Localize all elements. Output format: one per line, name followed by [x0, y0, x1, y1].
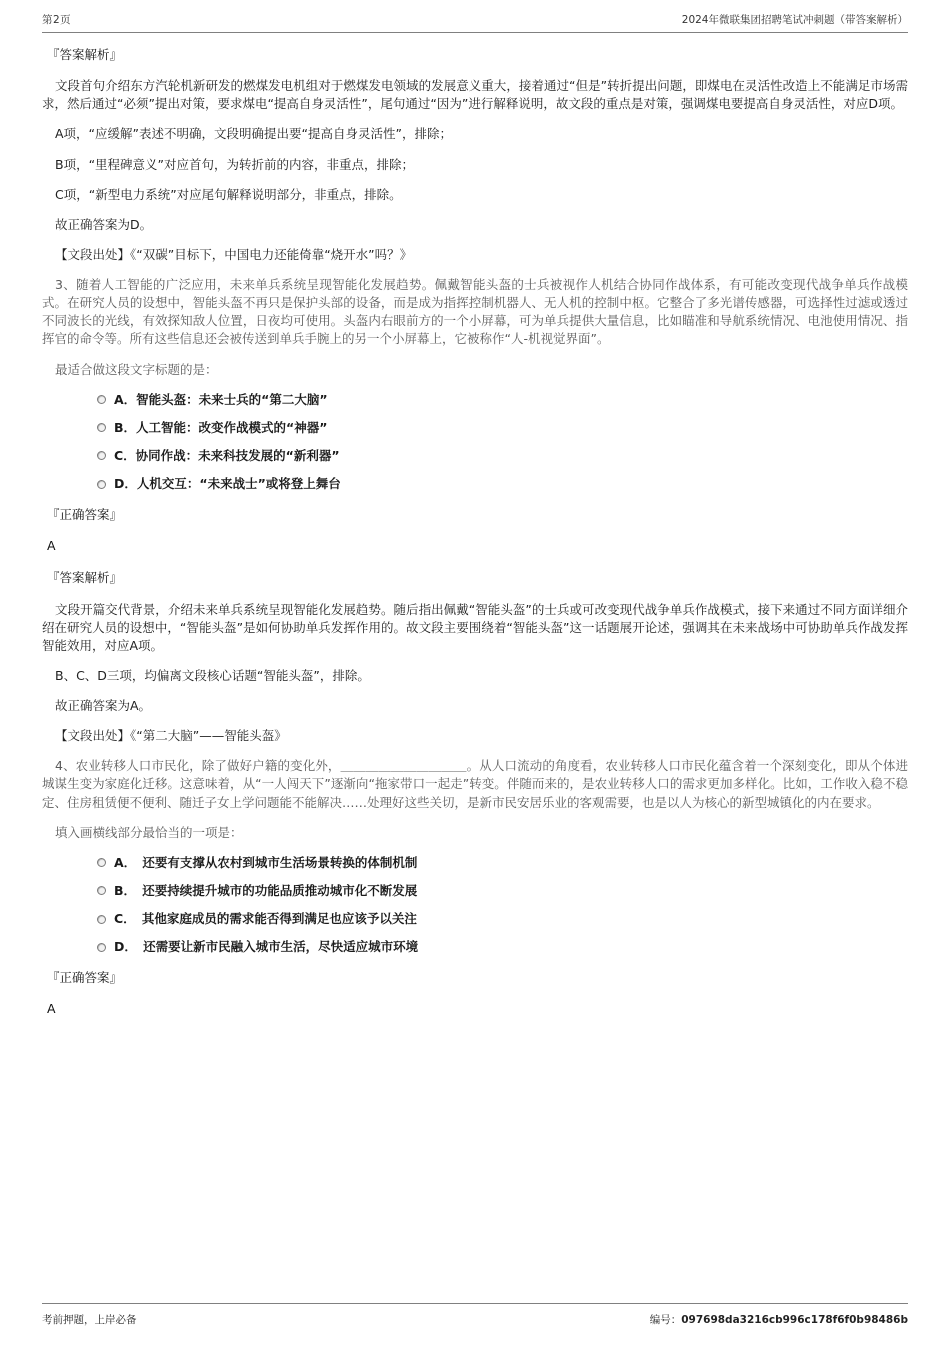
radio-icon[interactable] — [97, 886, 106, 895]
question4-option-a[interactable] — [97, 854, 908, 872]
answer-analysis-heading-1: 『答案解析』 — [47, 47, 123, 62]
radio-icon[interactable] — [97, 915, 106, 924]
question3-option-b[interactable] — [97, 419, 908, 437]
answer-analysis-heading-2: 『答案解析』 — [47, 570, 123, 586]
question4-option-d[interactable] — [97, 938, 908, 956]
question3-prompt: 最适合做这段文字标题的是： — [55, 361, 218, 377]
option-label: A．智能头盔：未来士兵的“第二大脑” — [114, 391, 328, 407]
question4-option-b[interactable] — [97, 882, 908, 900]
analysis1-source: 【文段出处】《“双碳”目标下，中国电力还能倚靠“烧开水”吗？》 — [55, 246, 413, 262]
question3-option-a[interactable] — [97, 391, 908, 409]
option-label: B．人工智能：改变作战模式的“神器” — [114, 419, 328, 435]
question3-option-c[interactable] — [97, 447, 908, 465]
question3-option-d[interactable] — [97, 475, 908, 493]
analysis2-source: 【文段出处】《“第二大脑”——智能头盔》 — [55, 728, 287, 744]
page-number: 第2页 — [42, 14, 72, 26]
footer-slogan: 考前押题，上岸必备 — [42, 1314, 137, 1326]
question4-option-c[interactable] — [97, 910, 908, 928]
radio-icon[interactable] — [97, 480, 106, 489]
analysis1-option-c-note: C项，“新型电力系统”对应尾句解释说明部分，非重点，排除。 — [55, 186, 402, 202]
analysis2-conclusion: 故正确答案为A。 — [55, 698, 152, 713]
question3-stem: 3、随着人工智能的广泛应用，未来单兵系统呈现智能化发展趋势。佩戴智能头盔的士兵被视作人机结合协同作战体系，有可能改变现代战争单兵作战模式。在研究人员的设想中，智能头盔不再只是保护头部的设备，而是成为指挥控制机器人、无人机的控制中枢。它整合了多光谱传感器，可选择性过滤或透过不同波长的光线，有效探知敌人位置，日夜均可使用。头盔内右眼前方的一个小屏幕，可为单兵提供大量信息，比如瞄准和导航系统情况、电池使用情况、指挥官的命令等。所有这些信息还会被传送到单兵手腕上的另一个小屏幕上，它被称作“人-机视觉界面”。 — [42, 277, 908, 347]
option-label: A． 还要有支撑从农村到城市生活场景转换的体制机制 — [114, 854, 418, 870]
document-content — [42, 46, 908, 1019]
question3-answer: A — [47, 538, 56, 554]
option-label: C． 其他家庭成员的需求能否得到满足也应该予以关注 — [114, 911, 417, 926]
analysis2-main-paragraph: 文段开篇交代背景，介绍未来单兵系统呈现智能化发展趋势。随后指出佩戴“智能头盔”的士兵或可改变现代战争单兵作战模式，接下来通过不同方面详细介绍在研究人员的设想中，“智能头盔”是如何协助单兵发挥作用的。故文段主要围绕着“智能头盔”这一话题展开论述，强调其在未来战场中可协助单兵作战发挥智能效用，对应A项。 — [42, 601, 908, 653]
question4-stem: 4、农业转移人口市民化，除了做好户籍的变化外，＿＿＿＿＿＿＿＿＿＿。从人口流动的角度看，农业转移人口市民化蕴含着一个深刻变化，即从个体进城谋生变为家庭化迁移。这意味着，从“一人闯天下”逐渐向“拖家带口一起走”转变。伴随而来的，是农业转移人口的需求更加多样化。比如，工作收入稳不稳定、住房租赁便不便利、随迁子女上学问题能不能解决……处理好这些关切，是新市民安居乐业的客观需要，也是以人为核心的新型城镇化的内在要求。 — [42, 758, 908, 810]
question4-correct-answer-heading: 『正确答案』 — [47, 970, 123, 986]
question4-answer: A — [47, 1001, 56, 1017]
page-header — [42, 0, 908, 33]
analysis1-main-paragraph: 文段首句介绍东方汽轮机新研发的燃煤发电机组对于燃煤发电领域的发展意义重大，接着通过“但是”转折提出问题，即煤电在灵活性改造上不能满足市场需求，然后通过“必须”提出对策，要求煤电“提高自身灵活性”，尾句通过“因为”进行解释说明，故文段的重点是对策，强调煤电要提高自身灵活性，对应D项。 — [42, 78, 908, 112]
radio-icon[interactable] — [97, 423, 106, 432]
analysis1-option-b-note: B项，“里程碑意义”对应首句，为转折前的内容，非重点，排除； — [55, 156, 415, 172]
radio-icon[interactable] — [97, 451, 106, 460]
radio-icon[interactable] — [97, 395, 106, 404]
serial-label: 编号： — [649, 1314, 682, 1326]
serial-code: 097698da3216cb996c178f6f0b98486b — [681, 1314, 908, 1326]
question3-options — [42, 391, 908, 494]
radio-icon[interactable] — [97, 858, 106, 867]
question4-options — [42, 854, 908, 957]
question4-prompt: 填入画横线部分最恰当的一项是： — [55, 824, 243, 840]
document-serial-number — [650, 1312, 908, 1327]
option-label: C．协同作战：未来科技发展的“新利器” — [114, 447, 340, 463]
radio-icon[interactable] — [97, 943, 106, 952]
analysis1-option-a-note: A项，“应缓解”表述不明确，文段明确提出要“提高自身灵活性”，排除； — [55, 126, 452, 142]
analysis2-bcd-note: B、C、D三项，均偏离文段核心话题“智能头盔”，排除。 — [55, 667, 370, 683]
page-footer — [42, 1303, 908, 1327]
analysis1-conclusion: 故正确答案为D。 — [55, 216, 153, 232]
option-label: B． 还要持续提升城市的功能品质推动城市化不断发展 — [114, 882, 418, 898]
option-label: D． 还需要让新市民融入城市生活，尽快适应城市环境 — [114, 939, 419, 955]
document-title: 2024年微联集团招聘笔试冲刺题（带答案解析） — [681, 14, 908, 26]
option-label: D．人机交互：“未来战士”或将登上舞台 — [114, 476, 341, 491]
question3-correct-answer-heading: 『正确答案』 — [47, 507, 123, 523]
